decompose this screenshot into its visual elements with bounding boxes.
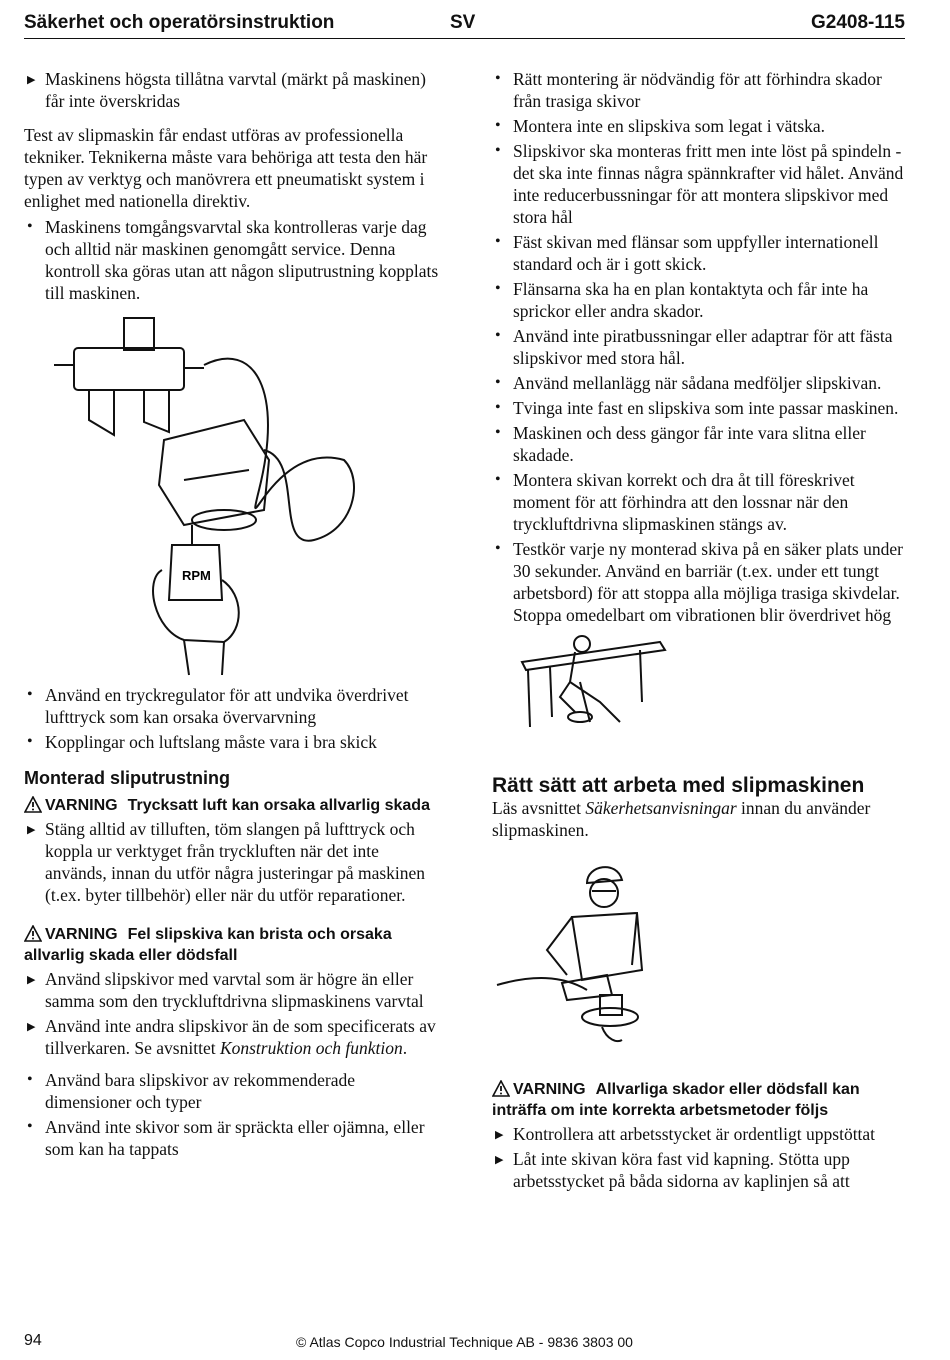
dot-bullet-icon: • (495, 142, 501, 159)
reference-link-text: Konstruktion och funktion (219, 1038, 403, 1058)
dot-bullet-icon: • (495, 374, 501, 391)
warning-block: VARNING Allvarliga skador eller dödsfall kan inträffa om inte korrekta arbetsmetoder följs (492, 1081, 860, 1119)
warning-triangle-icon (492, 1080, 510, 1097)
list-item: • Kopplingar och luftslang måste vara i bra skick (27, 732, 377, 752)
list-item: • Använd inte skivor som är spräckta eller ojämna, eller som kan ha tappats (27, 1117, 425, 1159)
test-run-under-bench-illustration (520, 632, 670, 737)
dot-bullet-icon: • (495, 471, 501, 488)
header-code: G2408-115 (810, 12, 905, 33)
list-item: • Använd bara slipskivor av rekommenderade dimensioner och typer (27, 1070, 356, 1112)
dot-bullet-icon: • (495, 233, 501, 250)
copyright-text: © Atlas Copco Industrial Technique AB - 9836 3803 00 (296, 1334, 633, 1350)
intro-paragraph: Test av slipmaskin får endast utföras av professionella tekniker. Teknikerna måste vara behöriga att testa den här typen av verktyg och manövrera ett pneumatiskt system i enlighet med nationella direktiv. (24, 125, 428, 211)
header-title: Säkerhet och operatörsinstruktion (24, 12, 335, 33)
dot-bullet-icon: • (495, 70, 501, 87)
warning-block: VARNING Trycksatt luft kan orsaka allvarlig skada (24, 795, 444, 816)
list-item: ▶ Använd inte andra slipskivor än de som specificerats av tillverkaren. Se avsnittet Konstruktion och funktion. (27, 1016, 436, 1058)
dot-bullet-icon: • (495, 117, 501, 134)
rpm-meter-label: RPM (182, 568, 211, 583)
warning-triangle-icon (24, 796, 42, 813)
list-item: • Montera skivan korrekt och dra åt till föreskrivet moment för att förhindra att den lossnar när den tryckluftdrivna slipmaskinen stängs av. (495, 470, 855, 534)
triangle-bullet-icon: ▶ (27, 974, 36, 986)
dot-bullet-icon: • (495, 424, 501, 441)
dot-bullet-icon: • (495, 327, 501, 344)
right-column (492, 68, 912, 1195)
dot-bullet-icon: • (27, 1118, 33, 1135)
list-item: • Använd inte piratbussningar eller adaptrar för att fästa slipskivor med stora hål. (495, 326, 893, 368)
list-item: ▶ Använd slipskivor med varvtal som är högre än eller samma som den tryckluftdrivna slipmaskinens varvtal (27, 969, 424, 1011)
dot-bullet-icon: • (27, 1071, 33, 1088)
rpm-test-illustration (44, 310, 374, 680)
intro-paragraph: Läs avsnittet Säkerhetsanvisningar innan du använder slipmaskinen. (492, 798, 871, 840)
list-item: ▶ Stäng alltid av tilluften, töm slangen på lufttryck och koppla ur verktyget från tryckluften när det inte används, innan du utför några justeringar på maskinen (t.ex. byter tillbehör) eller när du utför reparationer. (27, 819, 426, 905)
dot-bullet-icon: • (27, 218, 33, 235)
header-language: SV (450, 12, 476, 33)
list-item: ▶ Maskinens högsta tillåtna varvtal (märkt på maskinen) får inte överskridas (27, 69, 427, 111)
left-column (24, 68, 444, 1163)
section-heading: Rätt sätt att arbeta med slipmaskinen (492, 774, 865, 797)
dot-bullet-icon: • (27, 686, 33, 703)
list-item: ▶ Låt inte skivan köra fast vid kapning. Stötta upp arbetsstycket på båda sidorna av kaplinjen så att (495, 1149, 850, 1191)
list-item: • Använd mellanlägg när sådana medföljer slipskivan. (495, 373, 882, 393)
dot-bullet-icon: • (495, 540, 501, 557)
triangle-bullet-icon: ▶ (495, 1154, 504, 1166)
triangle-bullet-icon: ▶ (495, 1129, 504, 1141)
triangle-bullet-icon: ▶ (27, 824, 36, 836)
triangle-bullet-icon: ▶ (27, 74, 36, 86)
page-header (24, 10, 905, 39)
list-item: • Använd en tryckregulator för att undvika överdrivet lufttryck som kan orsaka övervarvning (27, 685, 409, 727)
section-heading: Monterad sliputrustning (24, 768, 230, 788)
list-item: • Maskinen och dess gängor får inte vara slitna eller skadade. (495, 423, 866, 465)
triangle-bullet-icon: ▶ (27, 1021, 36, 1033)
page-number: 94 (24, 1332, 42, 1349)
list-item: • Montera inte en slipskiva som legat i vätska. (495, 116, 826, 136)
reference-link-text: Säkerhetsanvisningar (585, 798, 737, 818)
list-item: ▶ Kontrollera att arbetsstycket är ordentligt uppstöttat (495, 1124, 876, 1144)
list-item: • Tvinga inte fast en slipskiva som inte passar maskinen. (495, 398, 899, 418)
list-item: • Maskinens tomgångsvarvtal ska kontrolleras varje dag och alltid när maskinen genomgått service. Denna kontroll ska göras utan att någon sliputrustning kopplats till maskinen. (27, 217, 439, 303)
dot-bullet-icon: • (27, 733, 33, 750)
list-item: • Rätt montering är nödvändig för att förhindra skador från trasiga skivor (495, 69, 882, 111)
dot-bullet-icon: • (495, 280, 501, 297)
operator-grinding-illustration (492, 855, 662, 1055)
list-item: • Flänsarna ska ha en plan kontaktyta och får inte ha sprickor eller andra skador. (495, 279, 869, 321)
list-item: • Testkör varje ny monterad skiva på en säker plats under 30 sekunder. Använd en barriär (t.ex. under ett tungt arbetsbord) för att stoppa alla möjliga trasiga skivdelar. Stoppa omedelbart om vibrationen blir överdrivet hög (495, 539, 903, 625)
dot-bullet-icon: • (495, 399, 501, 416)
warning-triangle-icon (24, 925, 42, 942)
list-item: • Fäst skivan med flänsar som uppfyller internationell standard och är i gott skick. (495, 232, 879, 274)
warning-block: VARNING Fel slipskiva kan brista och orsaka allvarlig skada eller dödsfall (24, 926, 392, 964)
list-item: • Slipskivor ska monteras fritt men inte löst på spindeln - det ska inte finnas några spännkrafter vid hålet. Använd inte reducerbussningar för att montera slipskivor med stora hål (495, 141, 904, 227)
